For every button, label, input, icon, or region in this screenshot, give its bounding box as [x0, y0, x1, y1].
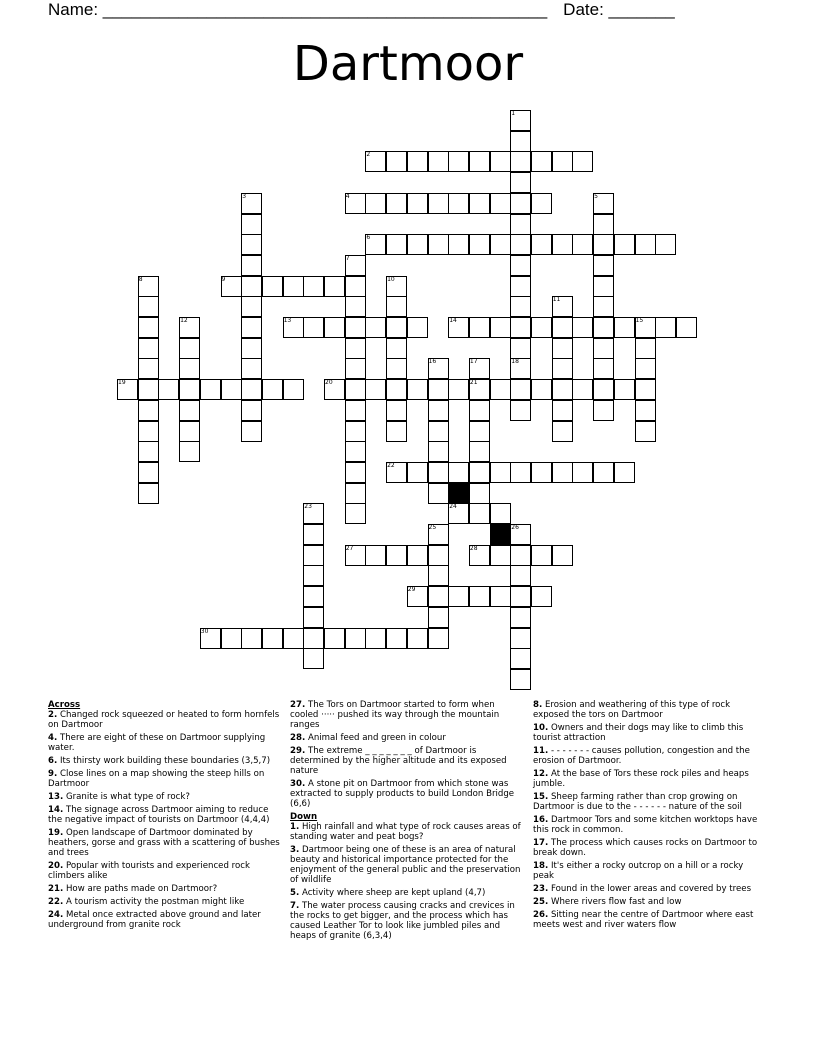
- crossword-cell[interactable]: [303, 586, 324, 607]
- crossword-cell[interactable]: [345, 400, 366, 421]
- crossword-cell[interactable]: [407, 151, 428, 172]
- crossword-cell[interactable]: [490, 234, 511, 255]
- crossword-cell[interactable]: [386, 628, 407, 649]
- down-clue: 12. At the base of Tors these rock piles and heaps jumble.: [533, 769, 749, 789]
- crossword-cell[interactable]: [448, 586, 469, 607]
- crossword-cell[interactable]: [448, 462, 469, 483]
- clue-number: 27: [345, 544, 354, 552]
- crossword-cell[interactable]: [448, 379, 469, 400]
- crossword-cell[interactable]: [593, 400, 614, 421]
- clue-number: 14: [449, 317, 457, 324]
- crossword-cell[interactable]: [593, 214, 614, 235]
- clue-number: 23: [304, 503, 312, 511]
- down-clue: 23. Found in the lower areas and covered by trees: [533, 884, 752, 894]
- down-clue: 11. - - - - - - - causes pollution, congestion and the erosion of Dartmoor.: [533, 746, 750, 766]
- crossword-cell[interactable]: [179, 400, 200, 421]
- crossword-cell[interactable]: [531, 193, 552, 214]
- clue-column-2: [290, 700, 522, 944]
- crossword-cell[interactable]: [510, 214, 531, 235]
- crossword-cell[interactable]: [490, 193, 511, 214]
- across-clue: 27. The Tors on Dartmoor started to form when cooled ····· pushed its way through the mountain ranges: [290, 700, 500, 730]
- crossword-cell[interactable]: [635, 379, 656, 400]
- clue-number: 18: [511, 358, 519, 366]
- crossword-cell[interactable]: [303, 317, 324, 338]
- crossword-cell[interactable]: [221, 628, 242, 649]
- across-clue: 22. A tourism activity the postman might like: [48, 897, 245, 907]
- crossword-cell[interactable]: [593, 276, 614, 297]
- crossword-cell[interactable]: [448, 151, 469, 172]
- crossword-cell[interactable]: [614, 379, 635, 400]
- crossword-cell[interactable]: [552, 151, 573, 172]
- crossword-cell[interactable]: [386, 234, 407, 255]
- crossword-cell[interactable]: [428, 151, 449, 172]
- crossword-cell[interactable]: [386, 545, 407, 566]
- across-clue: 6. Its thirsty work building these boundaries (3,5,7): [48, 756, 271, 766]
- crossword-cell[interactable]: [490, 503, 511, 524]
- clue-number: 25: [428, 524, 437, 531]
- crossword-cell[interactable]: [510, 276, 531, 297]
- crossword-cell[interactable]: [635, 338, 656, 359]
- crossword-cell[interactable]: [386, 379, 407, 400]
- crossword-cell[interactable]: [365, 379, 386, 400]
- clue-number: 4: [345, 192, 350, 200]
- crossword-cell[interactable]: [428, 565, 449, 586]
- crossword-cell[interactable]: [407, 234, 428, 255]
- crossword-cell[interactable]: [138, 296, 159, 317]
- crossword-cell[interactable]: [510, 131, 531, 152]
- crossword-cell[interactable]: [138, 441, 159, 462]
- down-clue: 10. Owners and their dogs may like to climb this tourist attraction: [533, 723, 744, 743]
- crossword-cell[interactable]: [490, 317, 511, 338]
- crossword-cell[interactable]: [303, 524, 324, 545]
- crossword-cell[interactable]: [531, 317, 552, 338]
- date-field[interactable]: _______: [608, 0, 675, 19]
- crossword-cell[interactable]: [407, 545, 428, 566]
- across-clue: 24. Metal once extracted above ground and later underground from granite rock: [48, 910, 261, 930]
- crossword-cell[interactable]: [428, 628, 449, 649]
- crossword-cell[interactable]: [614, 462, 635, 483]
- crossword-cell[interactable]: [428, 483, 449, 504]
- crossword-cell[interactable]: [179, 379, 200, 400]
- crossword-cell[interactable]: [365, 317, 386, 338]
- crossword-cell[interactable]: [593, 255, 614, 276]
- crossword-cell[interactable]: [138, 317, 159, 338]
- crossword-cell[interactable]: [262, 628, 283, 649]
- crossword-cell[interactable]: [428, 441, 449, 462]
- crossword-cell[interactable]: [510, 586, 531, 607]
- crossword-cell[interactable]: [614, 234, 635, 255]
- crossword-cell[interactable]: [469, 441, 490, 462]
- crossword-cell[interactable]: [386, 400, 407, 421]
- crossword-cell[interactable]: [407, 462, 428, 483]
- crossword-cell[interactable]: [138, 421, 159, 442]
- crossword-cell[interactable]: [490, 545, 511, 566]
- clue-number: 16: [428, 358, 437, 366]
- crossword-cell[interactable]: [241, 400, 262, 421]
- clue-column-1: [48, 700, 280, 933]
- crossword-cell[interactable]: [593, 234, 614, 255]
- clue-number: 21: [469, 379, 478, 387]
- crossword-cell[interactable]: [552, 462, 573, 483]
- crossword-cell[interactable]: [593, 296, 614, 317]
- clue-number: 22: [387, 461, 395, 469]
- crossword-cell[interactable]: [283, 379, 304, 400]
- crossword-cell[interactable]: [552, 400, 573, 421]
- crossword-cell[interactable]: [345, 628, 366, 649]
- crossword-cell[interactable]: [138, 400, 159, 421]
- crossword-cell[interactable]: [428, 421, 449, 442]
- crossword-cell[interactable]: [469, 234, 490, 255]
- crossword-cell[interactable]: [158, 379, 179, 400]
- crossword-cell[interactable]: [428, 193, 449, 214]
- clue-number: 7: [345, 254, 350, 262]
- clue-number: 28: [469, 544, 478, 552]
- crossword-cell[interactable]: [531, 586, 552, 607]
- crossword-cell[interactable]: [138, 462, 159, 483]
- crossword-cell[interactable]: [510, 462, 531, 483]
- crossword-cell[interactable]: [138, 483, 159, 504]
- crossword-cell[interactable]: [510, 669, 531, 690]
- crossword-cell[interactable]: [428, 400, 449, 421]
- crossword-cell[interactable]: [510, 151, 531, 172]
- clue-column-3: [533, 700, 765, 933]
- crossword-cell[interactable]: [345, 421, 366, 442]
- crossword-cell[interactable]: [262, 379, 283, 400]
- clue-number: 26: [511, 524, 519, 531]
- crossword-cell[interactable]: [324, 628, 345, 649]
- clue-number: 13: [283, 317, 292, 324]
- crossword-cell[interactable]: [510, 234, 531, 255]
- crossword-cell[interactable]: [386, 151, 407, 172]
- crossword-cell[interactable]: [469, 151, 490, 172]
- crossword-cell[interactable]: [448, 234, 469, 255]
- down-clue: 5. Activity where sheep are kept upland (4,7): [290, 888, 486, 898]
- clue-number: 9: [221, 275, 226, 283]
- crossword-cell[interactable]: [469, 421, 490, 442]
- crossword-cell[interactable]: [386, 421, 407, 442]
- crossword-cell[interactable]: [593, 462, 614, 483]
- across-clue: 4. There are eight of these on Dartmoor supplying water.: [48, 733, 266, 753]
- page-title: Dartmoor: [292, 36, 524, 92]
- crossword-cell[interactable]: [345, 441, 366, 462]
- crossword-block: [490, 524, 511, 545]
- name-label: Name:: [48, 0, 103, 19]
- crossword-cell[interactable]: [386, 338, 407, 359]
- down-heading: Down: [290, 812, 318, 822]
- crossword-cell[interactable]: [345, 483, 366, 504]
- across-heading: Across: [48, 700, 81, 710]
- crossword-cell[interactable]: [324, 317, 345, 338]
- across-clue: 2. Changed rock squeezed or heated to form hornfels on Dartmoor: [48, 710, 280, 730]
- clue-number: 6: [366, 234, 371, 242]
- crossword-cell[interactable]: [572, 462, 593, 483]
- crossword-cell[interactable]: [221, 379, 242, 400]
- across-clue: 21. How are paths made on Dartmoor?: [48, 884, 218, 894]
- crossword-cell[interactable]: [241, 234, 262, 255]
- crossword-cell[interactable]: [469, 462, 490, 483]
- crossword-cell[interactable]: [345, 338, 366, 359]
- crossword-cell[interactable]: [593, 317, 614, 338]
- down-clue: 18. It's either a rocky outcrop on a hill or a rocky peak: [533, 861, 744, 881]
- crossword-cell[interactable]: [386, 317, 407, 338]
- crossword-cell[interactable]: [490, 379, 511, 400]
- crossword-cell[interactable]: [407, 628, 428, 649]
- crossword-cell[interactable]: [510, 628, 531, 649]
- across-clue: 9. Close lines on a map showing the steep hills on Dartmoor: [48, 769, 265, 789]
- crossword-cell[interactable]: [241, 358, 262, 379]
- crossword-cell[interactable]: [572, 379, 593, 400]
- crossword-cell[interactable]: [635, 421, 656, 442]
- down-clue: 8. Erosion and weathering of this type of rock exposed the tors on Dartmoor: [533, 700, 731, 720]
- crossword-cell[interactable]: [635, 400, 656, 421]
- crossword-cell[interactable]: [552, 358, 573, 379]
- crossword-cell[interactable]: [345, 358, 366, 379]
- crossword-cell[interactable]: [531, 151, 552, 172]
- crossword-cell[interactable]: [531, 545, 552, 566]
- down-clue: 3. Dartmoor being one of these is an area of natural beauty and historical importance protected for the enjoyment of the general public and the preservation of wildlife: [290, 845, 521, 885]
- crossword-cell[interactable]: [428, 379, 449, 400]
- crossword-cell[interactable]: [593, 358, 614, 379]
- crossword-cell[interactable]: [303, 648, 324, 669]
- crossword-cell[interactable]: [407, 193, 428, 214]
- clue-number: 19: [118, 379, 126, 387]
- crossword-cell[interactable]: [241, 628, 262, 649]
- crossword-cell[interactable]: [469, 483, 490, 504]
- across-clue: 20. Popular with tourists and experienced rock climbers alike: [48, 861, 250, 881]
- crossword-cell[interactable]: [510, 193, 531, 214]
- crossword-cell[interactable]: [510, 607, 531, 628]
- crossword-cell[interactable]: [510, 296, 531, 317]
- crossword-cell[interactable]: [531, 234, 552, 255]
- crossword-cell[interactable]: [490, 462, 511, 483]
- crossword-cell[interactable]: [469, 193, 490, 214]
- crossword-cell[interactable]: [552, 545, 573, 566]
- crossword-cell[interactable]: [593, 379, 614, 400]
- crossword-cell[interactable]: [303, 565, 324, 586]
- crossword-cell[interactable]: [531, 379, 552, 400]
- crossword-cell[interactable]: [303, 545, 324, 566]
- clue-number: 29: [407, 586, 416, 594]
- crossword-cell[interactable]: [552, 338, 573, 359]
- across-clue: 13. Granite is what type of rock?: [48, 792, 190, 802]
- crossword-cell[interactable]: [262, 276, 283, 297]
- clue-number: 10: [387, 275, 395, 283]
- crossword-cell[interactable]: [303, 607, 324, 628]
- crossword-cell[interactable]: [241, 255, 262, 276]
- clue-number: 1: [511, 110, 516, 117]
- clue-number: 8: [138, 275, 143, 283]
- crossword-cell[interactable]: [365, 545, 386, 566]
- crossword-cell[interactable]: [345, 503, 366, 524]
- crossword-cell[interactable]: [283, 628, 304, 649]
- crossword-cell[interactable]: [510, 338, 531, 359]
- crossword-cell[interactable]: [552, 379, 573, 400]
- crossword-cell[interactable]: [448, 193, 469, 214]
- clue-number: 2: [366, 151, 371, 159]
- crossword-cell[interactable]: [241, 214, 262, 235]
- clue-number: 5: [594, 192, 598, 200]
- crossword-cell[interactable]: [179, 441, 200, 462]
- crossword-cell[interactable]: [241, 296, 262, 317]
- crossword-cell[interactable]: [635, 234, 656, 255]
- across-clue: 14. The signage across Dartmoor aiming to reduce the negative impact of tourists on Dartmoor (4,4,4): [48, 805, 270, 825]
- crossword-cell[interactable]: [510, 379, 531, 400]
- crossword-cell[interactable]: [241, 317, 262, 338]
- crossword-cell[interactable]: [469, 586, 490, 607]
- crossword-cell[interactable]: [572, 151, 593, 172]
- crossword-cell[interactable]: [510, 545, 531, 566]
- crossword-cell[interactable]: [469, 503, 490, 524]
- crossword-cell[interactable]: [510, 172, 531, 193]
- across-clue: 29. The extreme _ _ _ _ _ _ _ of Dartmoor is determined by the higher altitude and its exposed nature: [290, 746, 507, 776]
- crossword-cell[interactable]: [386, 358, 407, 379]
- crossword-cell[interactable]: [345, 276, 366, 297]
- crossword-cell[interactable]: [386, 296, 407, 317]
- crossword-cell[interactable]: [655, 234, 676, 255]
- crossword-cell[interactable]: [655, 317, 676, 338]
- clue-number: 24: [449, 503, 457, 511]
- crossword-cell[interactable]: [241, 276, 262, 297]
- across-clue: 28. Animal feed and green in colour: [290, 733, 446, 743]
- crossword-cell[interactable]: [179, 421, 200, 442]
- crossword-cell[interactable]: [138, 379, 159, 400]
- crossword-cell[interactable]: [510, 565, 531, 586]
- crossword-cell[interactable]: [572, 317, 593, 338]
- down-clue: 1. High rainfall and what type of rock causes areas of standing water and peat bogs?: [290, 822, 521, 842]
- crossword-cell[interactable]: [428, 586, 449, 607]
- crossword-cell[interactable]: [138, 358, 159, 379]
- crossword-cell[interactable]: [345, 317, 366, 338]
- crossword-cell[interactable]: [345, 462, 366, 483]
- crossword-cell[interactable]: [303, 628, 324, 649]
- crossword-cell[interactable]: [552, 234, 573, 255]
- crossword-cell[interactable]: [469, 400, 490, 421]
- crossword-cell[interactable]: [572, 234, 593, 255]
- clue-number: 15: [635, 317, 644, 324]
- crossword-cell[interactable]: [676, 317, 697, 338]
- clue-number: 11: [552, 296, 561, 304]
- clue-number: 3: [242, 192, 247, 200]
- crossword-cell[interactable]: [138, 338, 159, 359]
- crossword-block: [448, 483, 469, 504]
- crossword-cell[interactable]: [365, 628, 386, 649]
- down-clue: 16. Dartmoor Tors and some kitchen worktops have this rock in common.: [533, 815, 758, 835]
- crossword-cell[interactable]: [593, 338, 614, 359]
- crossword-cell[interactable]: [241, 338, 262, 359]
- down-clue: 17. The process which causes rocks on Dartmoor to break down.: [533, 838, 758, 858]
- down-clue: 26. Sitting near the centre of Dartmoor where east meets west and river waters flow: [533, 910, 754, 930]
- across-clue: 19. Open landscape of Dartmoor dominated by heathers, gorse and grass with a scattering of bushes and trees: [48, 828, 280, 858]
- crossword-cell[interactable]: [407, 379, 428, 400]
- crossword-cell[interactable]: [241, 421, 262, 442]
- crossword-cell[interactable]: [428, 607, 449, 628]
- crossword-cell[interactable]: [428, 462, 449, 483]
- crossword-cell[interactable]: [490, 586, 511, 607]
- crossword-cell[interactable]: [510, 400, 531, 421]
- crossword-cell[interactable]: [510, 648, 531, 669]
- date-label: Date:: [563, 0, 609, 19]
- crossword-cell[interactable]: [614, 317, 635, 338]
- crossword-cell[interactable]: [490, 151, 511, 172]
- crossword-cell[interactable]: [635, 358, 656, 379]
- crossword-cell[interactable]: [345, 379, 366, 400]
- down-clue: 25. Where rivers flow fast and low: [533, 897, 682, 907]
- clue-number: 20: [325, 379, 333, 387]
- clue-number: 12: [180, 317, 188, 324]
- crossword-cell[interactable]: [283, 276, 304, 297]
- name-field[interactable]: _______________________________________________: [102, 0, 548, 19]
- crossword-cell[interactable]: [510, 317, 531, 338]
- crossword-cell[interactable]: [552, 317, 573, 338]
- crossword-cell[interactable]: [469, 317, 490, 338]
- clue-number: 30: [200, 627, 209, 635]
- crossword-cell[interactable]: [179, 338, 200, 359]
- clue-number: 17: [469, 358, 478, 366]
- crossword-cell[interactable]: [241, 379, 262, 400]
- crossword-cell[interactable]: [552, 421, 573, 442]
- down-clue: 15. Sheep farming rather than crop growing on Dartmoor is due to the - - - - - - nature of the soil: [533, 792, 742, 812]
- crossword-cell[interactable]: [510, 255, 531, 276]
- down-clue: 7. The water process causing cracks and crevices in the rocks to get bigger, and the process which has caused Leather Tor to look like jumbled piles and heaps of granite (6,3,4): [290, 901, 515, 941]
- crossword-cell[interactable]: [428, 234, 449, 255]
- crossword-cell[interactable]: [200, 379, 221, 400]
- crossword-cell[interactable]: [345, 296, 366, 317]
- across-clue: 30. A stone pit on Dartmoor from which stone was extracted to supply products to build London Bridge (6,6): [290, 779, 515, 809]
- crossword-cell[interactable]: [365, 193, 386, 214]
- crossword-cell[interactable]: [386, 193, 407, 214]
- crossword-cell[interactable]: [428, 545, 449, 566]
- crossword-cell[interactable]: [324, 276, 345, 297]
- crossword-cell[interactable]: [303, 276, 324, 297]
- crossword-cell[interactable]: [407, 317, 428, 338]
- crossword-cell[interactable]: [531, 462, 552, 483]
- crossword-cell[interactable]: [179, 358, 200, 379]
